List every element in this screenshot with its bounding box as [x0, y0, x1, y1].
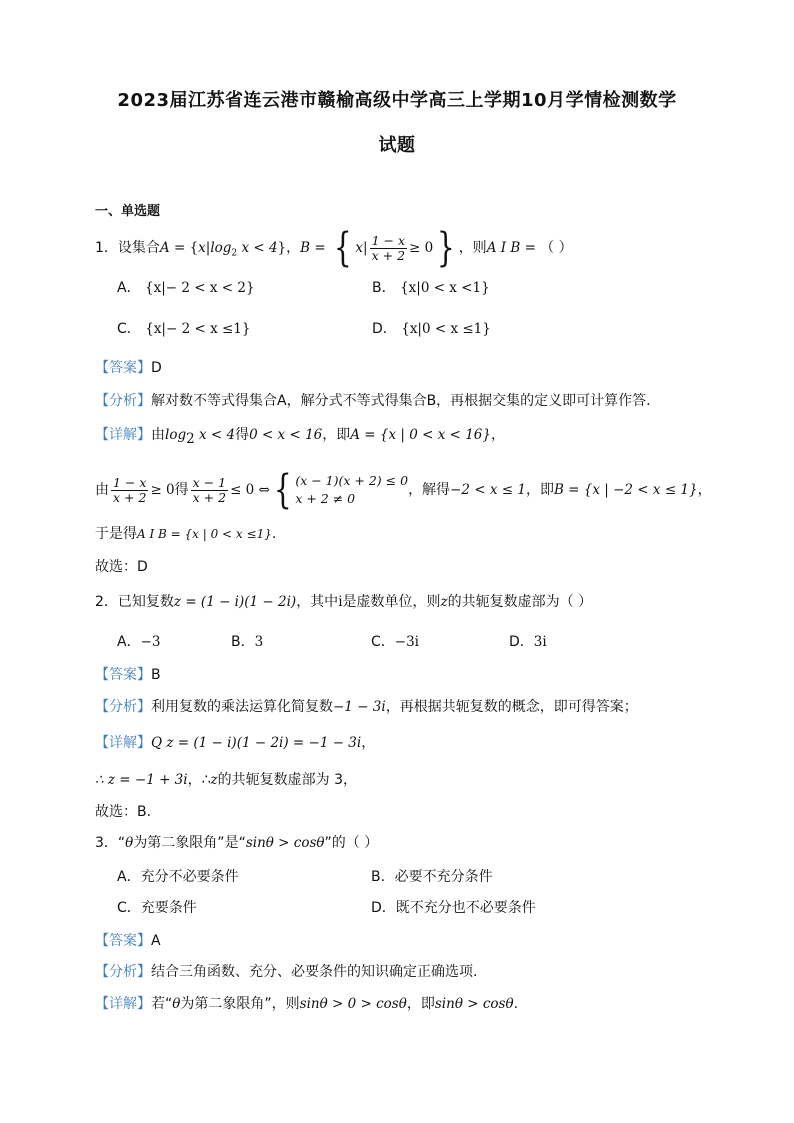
- q2-option-a[interactable]: [117, 632, 160, 652]
- analysis-text: 解对数不等式得集合A，解分式不等式得集合B，再根据交集的定义即可计算作答.: [151, 393, 651, 409]
- option-label: C．: [371, 634, 395, 650]
- q1-detail-line-1: [95, 425, 505, 449]
- q1-intersection: A I B =: [486, 240, 541, 256]
- detail-tag: 【详解】: [95, 996, 151, 1012]
- q2-option-d[interactable]: [509, 632, 547, 652]
- detail-math: 0 < x < 16: [249, 427, 323, 443]
- q3-text: 为第二象限角”是“: [133, 835, 246, 851]
- q1-answer: [95, 358, 162, 378]
- q3-prefix: 3．“: [95, 835, 126, 851]
- detail-fraction-2: [191, 476, 228, 505]
- q2-text: 是虚数单位，则: [342, 594, 441, 610]
- detail-text: ，∴: [187, 772, 211, 788]
- option-text: −3i: [394, 634, 419, 650]
- detail-text: ，: [491, 427, 505, 443]
- option-text: 充要条件: [140, 900, 197, 916]
- option-label: A．: [117, 869, 141, 885]
- q2-text: ，其中: [296, 594, 339, 610]
- q1-set-a-lhs: A =: [159, 240, 190, 256]
- q1-set-b-denominator: x + 2: [371, 247, 406, 263]
- q1-set-a-sub: 2: [231, 248, 238, 259]
- q3-stem: [95, 833, 378, 853]
- option-label: B．: [371, 869, 395, 885]
- q3-option-a[interactable]: [117, 867, 239, 887]
- analysis-text: ，再根据共轭复数的概念，即可得答案；: [385, 699, 638, 715]
- detail-text: .: [271, 526, 277, 542]
- detail-text: 的共轭复数虚部为 3，: [217, 772, 357, 788]
- detail-text: 若“: [151, 996, 173, 1012]
- document-title-line-2: 试题: [378, 135, 416, 156]
- option-text: 既不充分也不必要条件: [395, 900, 536, 916]
- q1-option-b[interactable]: [372, 278, 490, 298]
- q2-detail-line-2: [95, 770, 357, 790]
- q1-set-b-fraction: [370, 234, 407, 263]
- fraction-denominator: x + 2: [113, 489, 147, 505]
- q1-analysis: [95, 391, 651, 411]
- answer-tag: 【答案】: [95, 360, 151, 376]
- detail-text: .: [513, 996, 519, 1012]
- detail-text: 于是得: [95, 526, 137, 542]
- option-text: 3: [254, 634, 264, 650]
- detail-text: ，: [697, 482, 712, 498]
- analysis-tag: 【分析】: [95, 393, 151, 409]
- q1-set-b-numerator: 1 − x: [371, 232, 406, 248]
- option-text: {x|0 < x ≤1}: [401, 321, 491, 337]
- q2-math: z = (1 − i)(1 − 2i): [173, 594, 297, 610]
- option-label: D．: [371, 900, 396, 916]
- q1-option-c[interactable]: [117, 319, 250, 339]
- system-line-1: (x − 1)(x + 2) ≤ 0: [295, 473, 409, 488]
- fraction-numerator: 1 − x: [113, 474, 147, 490]
- q3-option-c[interactable]: [117, 898, 197, 918]
- q2-choice: 故选：B.: [95, 804, 152, 820]
- detail-text: 得: [235, 427, 250, 443]
- q2-analysis: [95, 697, 638, 717]
- detail-tag: 【详解】: [95, 735, 151, 751]
- q2-suffix: 的共轭复数虚部为（ ）: [447, 594, 593, 610]
- option-label: B．: [372, 280, 396, 296]
- q2-detail-line-1: [95, 733, 375, 753]
- q1-prefix: 1．设集合: [95, 240, 160, 256]
- analysis-text: 结合三角函数、充分、必要条件的知识确定正确选项.: [151, 964, 478, 980]
- analysis-tag: 【分析】: [95, 964, 151, 980]
- q1-detail-line-3: [95, 524, 276, 544]
- system-brace: {: [273, 467, 292, 513]
- detail-math-sub: 2: [186, 430, 195, 447]
- q1-option-a[interactable]: [117, 278, 255, 298]
- detail-math: log: [165, 427, 187, 443]
- q1-paren: （ ）: [540, 240, 573, 256]
- option-label: A．: [117, 280, 141, 296]
- answer-tag: 【答案】: [95, 933, 151, 949]
- option-label: D．: [372, 321, 397, 337]
- analysis-tag: 【分析】: [95, 699, 151, 715]
- q1-suffix: ，则: [458, 240, 487, 256]
- q1-set-b-lhs: B =: [300, 240, 330, 256]
- fraction-denominator: x + 2: [192, 489, 227, 505]
- option-label: A．: [117, 634, 141, 650]
- answer-value: A: [151, 933, 161, 949]
- detail-math: ∴ z = −1 + 3i: [95, 772, 188, 788]
- q3-detail: [95, 994, 518, 1014]
- q2-answer: [95, 665, 161, 685]
- detail-fraction-1: [111, 476, 148, 505]
- q1-set-b-ge: ≥ 0: [409, 240, 434, 256]
- detail-text: 由: [151, 427, 165, 443]
- system-line-2: x + 2 ≠ 0: [295, 491, 356, 506]
- detail-text: ，即: [406, 996, 435, 1012]
- detail-text: 得: [174, 482, 189, 498]
- answer-value: D: [151, 360, 162, 376]
- detail-math: z: [210, 772, 218, 788]
- q1-stem: [95, 225, 573, 272]
- q1-set-a-tail: x < 4: [237, 240, 278, 256]
- document-title-line-1: 2023届江苏省连云港市赣榆高级中学高三上学期10月学情检测数学: [117, 90, 677, 111]
- q1-choice: 故选：D: [95, 559, 148, 575]
- option-text: 3i: [533, 634, 547, 650]
- q3-option-b[interactable]: [371, 867, 493, 887]
- q3-option-d[interactable]: [371, 898, 536, 918]
- q1-comma: ，: [286, 240, 301, 256]
- detail-math: θ: [172, 996, 181, 1012]
- option-text: {x|0 < x <1}: [400, 280, 490, 296]
- q2-math: z: [440, 594, 448, 610]
- option-text: {x|− 2 < x ≤1}: [145, 321, 251, 337]
- detail-math: −2 < x ≤ 1: [450, 482, 526, 498]
- option-text: 必要不充分条件: [394, 869, 493, 885]
- option-text: −3: [140, 634, 161, 650]
- detail-math: sinθ > cosθ: [434, 996, 514, 1012]
- option-label: B．: [231, 634, 255, 650]
- detail-math: A I B = {x | 0 < x ≤1}: [137, 527, 272, 541]
- q1-set-a-body: x|log: [198, 240, 232, 256]
- detail-text: ，解得: [408, 482, 451, 498]
- q2-stem: [95, 592, 592, 612]
- q3-math: θ: [125, 835, 134, 851]
- q1-option-d[interactable]: [372, 319, 491, 339]
- q1-set-b-var: x|: [355, 240, 368, 256]
- detail-text: ，即: [322, 427, 351, 443]
- section-heading: 一、单选题: [95, 204, 161, 219]
- option-text: 充分不必要条件: [140, 869, 239, 885]
- detail-text: ，: [361, 735, 376, 751]
- q3-analysis: [95, 962, 477, 982]
- q1-set-a: {$x|\log_2$ x < 4}: [189, 240, 287, 259]
- detail-tag: 【详解】: [95, 427, 151, 443]
- q1-set-b-open-brace: {: [333, 225, 352, 271]
- answer-value: B: [151, 667, 161, 683]
- detail-math: ≥ 0: [150, 482, 175, 498]
- q1-detail-line-2: [95, 467, 712, 513]
- q1-set-b-close-brace: }: [437, 225, 455, 271]
- detail-math: x < 4: [194, 427, 236, 443]
- q3-math: sinθ > cosθ: [245, 835, 325, 851]
- analysis-text: 利用复数的乘法运算化简复数: [151, 699, 333, 715]
- answer-tag: 【答案】: [95, 667, 151, 683]
- detail-math: A = {x | 0 < x < 16}: [350, 427, 491, 443]
- q3-suffix: ”的（ ）: [324, 835, 379, 851]
- detail-math: ≤ 0 ⇔: [230, 482, 270, 498]
- q2-math: i: [338, 594, 343, 610]
- option-label: C．: [117, 321, 141, 337]
- detail-text: 由: [95, 482, 109, 498]
- fraction-numerator: x − 1: [192, 474, 227, 490]
- q2-option-b[interactable]: [231, 632, 263, 652]
- detail-text: 为第二象限角”，则: [180, 996, 300, 1012]
- detail-math: Q z = (1 − i)(1 − 2i) = −1 − 3i: [151, 735, 362, 751]
- detail-math: sinθ > 0 > cosθ: [299, 996, 407, 1012]
- analysis-math: −1 − 3i: [333, 699, 386, 715]
- inequality-system: [295, 472, 408, 508]
- detail-math: B = {x | −2 < x ≤ 1}: [553, 482, 698, 498]
- detail-text: ，即: [525, 482, 554, 498]
- option-text: {x|− 2 < x < 2}: [145, 280, 255, 296]
- q3-answer: [95, 931, 161, 951]
- q2-option-c[interactable]: [371, 632, 419, 652]
- q2-prefix: 2．已知复数: [95, 594, 174, 610]
- option-label: D．: [509, 634, 534, 650]
- option-label: C．: [117, 900, 141, 916]
